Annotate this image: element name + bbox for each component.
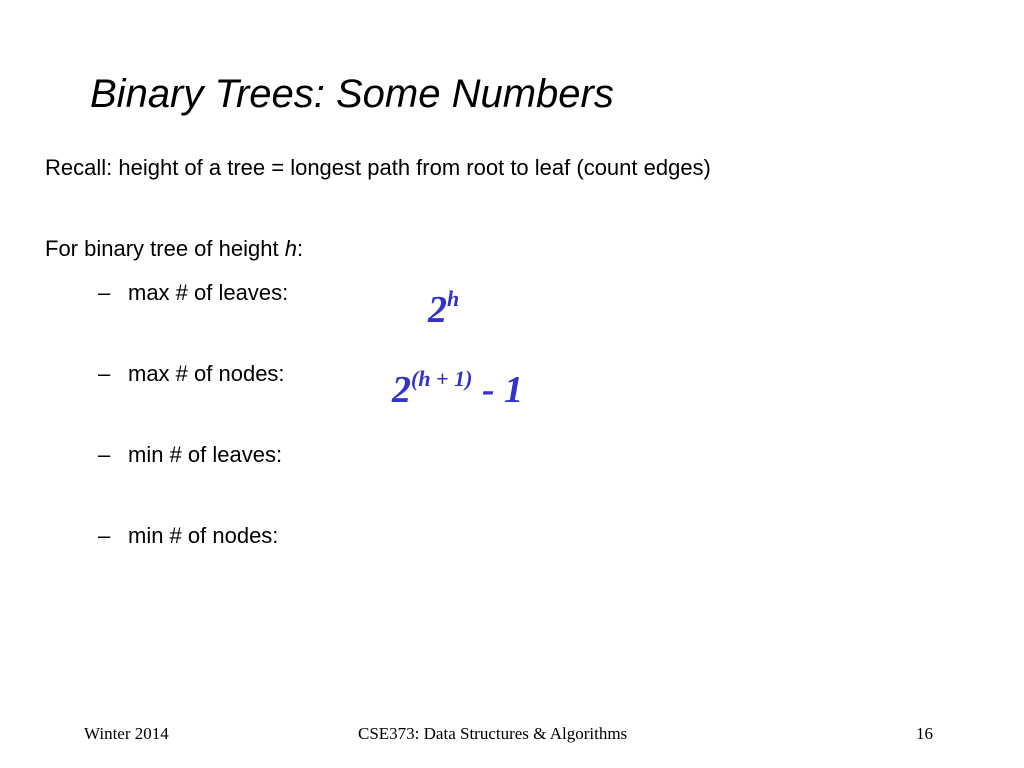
bullet-label: min # of leaves: [128, 442, 283, 467]
answer-exponent: h [447, 286, 460, 311]
for-suffix: : [296, 236, 304, 261]
recall-text: Recall: height of a tree = longest path from root to leaf (count edges) [45, 155, 711, 180]
dash-bullet: – [98, 442, 111, 467]
dash-bullet: – [98, 280, 111, 305]
answer-base: 2 [428, 289, 447, 331]
bullet-max-nodes [98, 361, 285, 387]
answer-max-nodes [392, 368, 523, 409]
bullet-label: max # of nodes: [128, 361, 285, 386]
height-variable: h [284, 236, 297, 261]
dash-bullet: – [98, 361, 111, 386]
answer-tail: - 1 [472, 369, 524, 411]
bullet-label: max # of leaves: [128, 280, 289, 305]
answer-base: 2 [392, 369, 411, 411]
bullet-max-leaves [98, 280, 288, 306]
bullet-label: min # of nodes: [128, 523, 279, 548]
slide-title: Binary Trees: Some Numbers [90, 72, 614, 116]
footer-term: Winter 2014 [84, 724, 169, 743]
for-prefix: For binary tree of height [45, 236, 285, 261]
answer-max-leaves [428, 288, 459, 329]
bullet-min-leaves [98, 442, 282, 468]
bullet-min-nodes [98, 523, 278, 549]
binary-tree-height-line [45, 236, 303, 262]
dash-bullet: – [98, 523, 111, 548]
footer-page-number: 16 [916, 724, 933, 743]
footer-course: CSE373: Data Structures & Algorithms [358, 724, 628, 743]
answer-exponent: (h + 1) [411, 366, 473, 391]
